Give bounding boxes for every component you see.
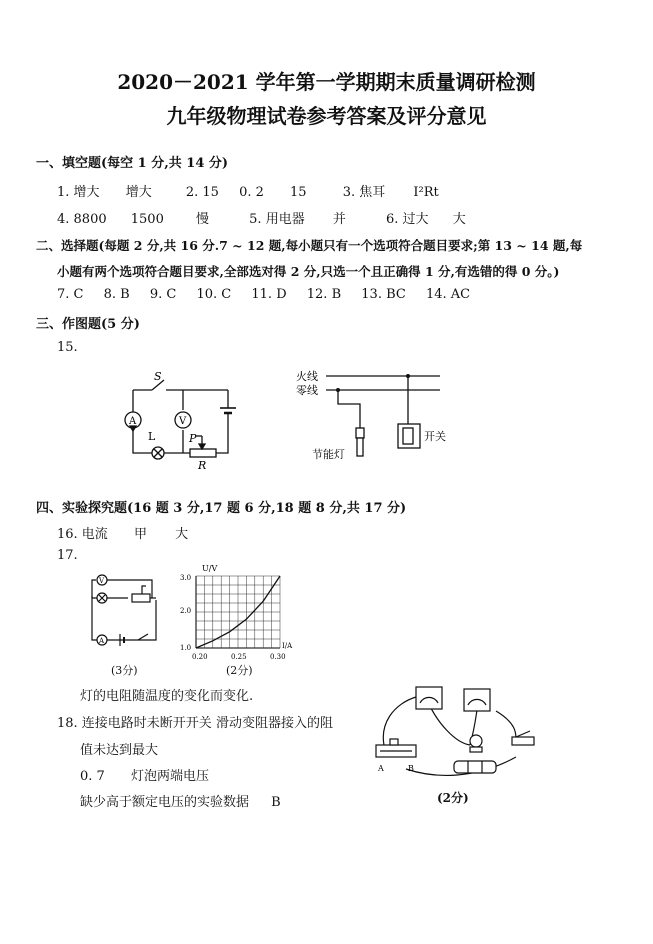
answer: 0. 7 [80, 769, 105, 784]
answer: 大 [175, 527, 189, 542]
answer: 增大 [125, 185, 152, 200]
section-2-heading: 二、选择题(每题 2 分,共 16 分.7 ~ 12 题,每小题只有一个选项符合题目要求;第 13 ~ 14 题,每 [36, 238, 583, 253]
answer: 6. 过大 [386, 212, 429, 227]
answer: 16. 电流 [57, 527, 108, 542]
neutral-wire-label: 零线 [296, 384, 318, 397]
x-tick: 0.25 [231, 653, 247, 661]
title-line-2: 九年级物理试卷参考答案及评分意见 [166, 104, 487, 128]
answer: 13. BC [361, 287, 406, 302]
section-3-heading: 三、作图题(5 分) [36, 317, 140, 332]
switch-label: S [154, 370, 162, 383]
q18-line-1: 18. 连接电路时未断开开关 滑动变阻器接入的阻 [57, 716, 333, 731]
answer: 9. C [149, 287, 177, 302]
answer: 并 [332, 212, 346, 227]
q18-line-4 [80, 791, 281, 810]
q17-score-left: (3分) [111, 664, 138, 677]
answer: 缺少高于额定电压的实验数据 [80, 795, 250, 810]
terminal-b-label: B [408, 764, 414, 773]
svg-text:V: V [99, 577, 105, 585]
answer: 10. C [196, 287, 232, 302]
y-tick: 3.0 [180, 574, 192, 582]
q18-line-3 [80, 765, 209, 784]
voltmeter-label: V [179, 416, 187, 427]
answer: I²Rt [413, 185, 439, 200]
answer: 2. 15 [185, 185, 219, 200]
answer: 8. B [103, 287, 130, 302]
svg-text:A: A [99, 637, 105, 645]
graph-grid [196, 576, 280, 648]
house-wiring-diagram [290, 366, 450, 466]
choice-answers [57, 287, 470, 302]
live-wire-label: 火线 [296, 370, 318, 383]
q18-line-2: 值未达到最大 [80, 743, 159, 758]
answer: 12. B [306, 287, 342, 302]
slider-label: P [189, 432, 197, 445]
answer: 14. AC [425, 287, 471, 302]
q17-label: 17. [57, 548, 78, 563]
answer: 15 [290, 185, 307, 200]
q4-6-answers [57, 208, 466, 227]
section-2-heading-cont: 小题有两个选项符合题目要求,全部选对得 2 分,只选一个且正确得 1 分,有选错的得 0 分。) [57, 264, 560, 279]
y-axis-label: U/V [202, 564, 218, 573]
x-tick: 0.30 [270, 653, 286, 661]
q15-label: 15. [57, 340, 78, 355]
title-line-1: 2020－2021 学年第一学期期末质量调研检测 [117, 70, 536, 94]
section-1-heading: 一、填空题(每空 1 分,共 14 分) [36, 156, 229, 171]
y-tick: 2.0 [180, 607, 192, 615]
rheostat-label: R [198, 459, 207, 472]
x-axis-label: I/A [282, 642, 293, 650]
q18-score: (2分) [437, 791, 469, 805]
lamp-label: L [148, 430, 156, 443]
q17-circuit-diagram [86, 570, 166, 650]
y-tick: 1.0 [180, 644, 192, 652]
answer: 4. 8800 [57, 212, 107, 227]
answer: 1. 增大 [57, 185, 100, 200]
answer: 3. 焦耳 [342, 185, 386, 200]
q1-3-answers [57, 181, 439, 200]
terminal-a-label: A [378, 764, 384, 773]
answer: 灯泡两端电压 [130, 769, 209, 784]
answer: 5. 用电器 [249, 212, 305, 227]
answer: 1500 [130, 212, 164, 227]
q17-ui-graph [178, 562, 296, 662]
circuit-diagram [118, 368, 248, 478]
answer: 大 [452, 212, 466, 227]
x-tick: 0.20 [192, 653, 208, 661]
q18-apparatus-drawing [366, 683, 546, 783]
q17-conclusion: 灯的电阻随温度的变化而变化. [80, 689, 254, 704]
switch-label: 开关 [424, 430, 446, 443]
q16-answers [57, 523, 188, 542]
answer: 11. D [251, 287, 287, 302]
q17-score-mid: (2分) [226, 664, 253, 677]
ammeter-label: A [129, 416, 137, 427]
answer: 0. 2 [239, 185, 264, 200]
answer: 慢 [196, 212, 210, 227]
section-4-heading: 四、实验探究题(16 题 3 分,17 题 6 分,18 题 8 分,共 17 分) [36, 501, 407, 516]
lamp-label: 节能灯 [312, 448, 345, 461]
answer: 甲 [133, 527, 147, 542]
answer: B [271, 795, 281, 810]
answer: 7. C [57, 287, 84, 302]
